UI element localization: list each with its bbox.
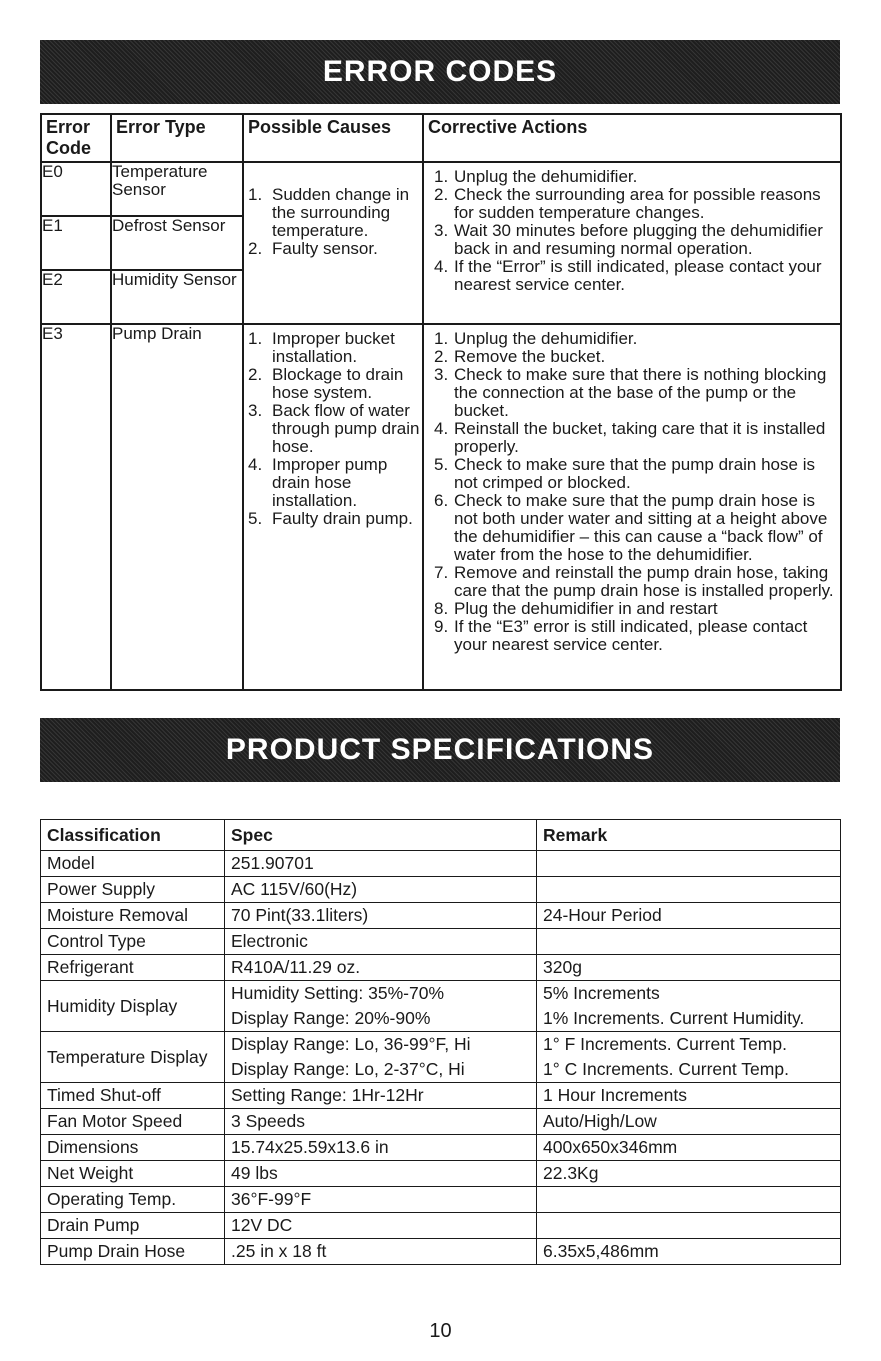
action-item-text: Remove the bucket. xyxy=(454,347,606,366)
actions-list xyxy=(424,168,840,294)
spec-value-line: .25 in x 18 ft xyxy=(231,1241,327,1261)
action-item xyxy=(424,618,840,654)
spec-remark-line: 5% Increments xyxy=(543,983,660,1003)
action-item-text: Unplug the dehumidifier. xyxy=(454,329,638,348)
action-item-text: If the “E3” error is still indicated, please contact your nearest service center. xyxy=(454,617,808,654)
spec-value xyxy=(225,981,537,1032)
cause-item xyxy=(244,456,422,510)
action-item-number: 1. xyxy=(434,329,449,348)
spec-classification xyxy=(41,1239,225,1265)
product-specifications-banner xyxy=(40,718,840,782)
action-item xyxy=(424,366,840,420)
spec-value-line: 3 Speeds xyxy=(231,1111,305,1131)
spec-value-line: 15.74x25.59x13.6 in xyxy=(231,1137,389,1157)
specifications-table xyxy=(40,819,841,1265)
spec-classification-line: Timed Shut-off xyxy=(47,1085,161,1105)
action-item-number: 6. xyxy=(434,491,449,510)
spec-classification xyxy=(41,903,225,929)
cause-item-text: Faulty drain pump. xyxy=(272,509,413,528)
spec-classification xyxy=(41,1213,225,1239)
header-spec: Spec xyxy=(225,820,537,851)
spec-remark-line: 24-Hour Period xyxy=(543,905,662,925)
spec-classification xyxy=(41,981,225,1032)
header-error-type: Error Type xyxy=(111,114,243,162)
spec-classification-line: Refrigerant xyxy=(47,957,134,977)
spec-row xyxy=(41,929,841,955)
error-code: E1 xyxy=(41,216,111,270)
error-table-header-row xyxy=(41,114,841,162)
spec-value-line: 36°F-99°F xyxy=(231,1189,312,1209)
spec-value-line: AC 115V/60(Hz) xyxy=(231,879,358,899)
cause-item-text: Sudden change in the surrounding temperature. xyxy=(272,185,410,240)
spec-classification-line: Moisture Removal xyxy=(47,905,189,925)
cause-item-text: Blockage to drain hose system. xyxy=(272,365,404,402)
spec-classification-line: Net Weight xyxy=(47,1163,134,1183)
spec-value-line: Electronic xyxy=(231,931,308,951)
spec-remark xyxy=(537,1032,841,1083)
action-item-text: Check the surrounding area for possible reasons for sudden temperature changes. xyxy=(454,185,821,222)
error-codes-banner xyxy=(40,40,840,104)
action-item-number: 2. xyxy=(434,347,449,366)
error-code: E0 xyxy=(41,162,111,216)
spec-classification-line: Humidity Display xyxy=(47,995,178,1016)
spec-classification xyxy=(41,955,225,981)
action-item xyxy=(424,258,840,294)
action-item-number: 3. xyxy=(434,221,449,240)
action-item xyxy=(424,330,840,348)
spec-remark-line: 1° F Increments. Current Temp. xyxy=(543,1034,787,1054)
cause-item-number: 3. xyxy=(248,401,263,420)
action-item-text: Check to make sure that the pump drain hose is not crimped or blocked. xyxy=(454,455,815,492)
action-item xyxy=(424,348,840,366)
action-item-text: Wait 30 minutes before plugging the dehumidifier back in and resuming normal operation. xyxy=(454,221,823,258)
spec-classification xyxy=(41,1135,225,1161)
action-item-number: 5. xyxy=(434,455,449,474)
spec-value xyxy=(225,1032,537,1083)
spec-value xyxy=(225,1161,537,1187)
action-item-text: Plug the dehumidifier in and restart xyxy=(454,599,718,618)
spec-row xyxy=(41,1135,841,1161)
spec-classification xyxy=(41,851,225,877)
cause-item-number: 2. xyxy=(248,365,263,384)
spec-remark xyxy=(537,981,841,1032)
spec-remark-line: 320g xyxy=(543,957,582,977)
spec-value-line-2: Display Range: Lo, 2-37°C, Hi xyxy=(231,1059,465,1079)
error-code: E2 xyxy=(41,270,111,324)
action-item-text: Reinstall the bucket, taking care that it is installed properly. xyxy=(454,419,826,456)
error-type: Temperature Sensor xyxy=(111,162,243,216)
cause-item xyxy=(244,510,422,528)
error-row-e3 xyxy=(41,324,841,690)
cause-item-number: 1. xyxy=(248,185,263,204)
header-corrective-actions: Corrective Actions xyxy=(423,114,841,162)
spec-remark xyxy=(537,929,841,955)
action-item-number: 2. xyxy=(434,185,449,204)
spec-classification-line: Control Type xyxy=(47,931,146,951)
spec-row xyxy=(41,1161,841,1187)
action-item xyxy=(424,564,840,600)
spec-row xyxy=(41,1213,841,1239)
action-item-number: 7. xyxy=(434,563,449,582)
action-item-number: 3. xyxy=(434,365,449,384)
spec-value xyxy=(225,903,537,929)
spec-classification xyxy=(41,1109,225,1135)
cause-item xyxy=(244,366,422,402)
spec-row xyxy=(41,1239,841,1265)
spec-value xyxy=(225,1135,537,1161)
action-item xyxy=(424,456,840,492)
spec-value-line: 49 lbs xyxy=(231,1163,278,1183)
spec-classification-line: Dimensions xyxy=(47,1137,139,1157)
spec-value xyxy=(225,1213,537,1239)
spec-remark xyxy=(537,877,841,903)
spec-value-line: Setting Range: 1Hr-12Hr xyxy=(231,1085,424,1105)
spec-value-line: Display Range: Lo, 36-99°F, Hi xyxy=(231,1034,471,1054)
cause-item xyxy=(244,186,422,240)
spec-classification xyxy=(41,929,225,955)
error-row-e0 xyxy=(41,162,841,216)
spec-row xyxy=(41,1187,841,1213)
spec-value-line-2: Display Range: 20%-90% xyxy=(231,1008,431,1028)
action-item xyxy=(424,492,840,564)
spec-row xyxy=(41,955,841,981)
spec-row xyxy=(41,1032,841,1083)
product-specifications-title: PRODUCT SPECIFICATIONS xyxy=(225,733,655,766)
cause-item-text: Improper pump drain hose installation. xyxy=(272,455,388,510)
action-item-number: 1. xyxy=(434,167,449,186)
spec-remark-line: 400x650x346mm xyxy=(543,1137,678,1157)
spec-value-line: 70 Pint(33.1liters) xyxy=(231,905,369,925)
actions-cell-pump xyxy=(423,324,841,690)
action-item xyxy=(424,186,840,222)
action-item-text: Remove and reinstall the pump drain hose, taking care that the pump drain hose is installed properly. xyxy=(454,563,834,600)
spec-classification-line: Operating Temp. xyxy=(47,1189,177,1209)
spec-classification xyxy=(41,1161,225,1187)
cause-item-number: 2. xyxy=(248,239,263,258)
cause-item xyxy=(244,240,422,258)
cause-item xyxy=(244,402,422,456)
error-type: Defrost Sensor xyxy=(111,216,243,270)
spec-remark xyxy=(537,955,841,981)
spec-classification-line: Model xyxy=(47,853,95,873)
spec-classification xyxy=(41,1083,225,1109)
action-item-text: Check to make sure that the pump drain hose is not both under water and sitting at a height above the dehumidifier – this can cause a “back flow” of water from the hose to the dehumidifier. xyxy=(454,491,828,564)
cause-item-number: 1. xyxy=(248,329,263,348)
action-item-number: 4. xyxy=(434,257,449,276)
cause-item xyxy=(244,330,422,366)
spec-row xyxy=(41,1109,841,1135)
spec-remark-line-2: 1° C Increments. Current Temp. xyxy=(543,1059,789,1079)
cause-item-number: 5. xyxy=(248,509,263,528)
header-classification: Classification xyxy=(41,820,225,851)
spec-remark xyxy=(537,1109,841,1135)
action-item xyxy=(424,420,840,456)
spec-remark xyxy=(537,851,841,877)
action-item-number: 9. xyxy=(434,617,449,636)
cause-item-text: Improper bucket installation. xyxy=(272,329,395,366)
spec-value-line: 251.90701 xyxy=(231,853,314,873)
spec-remark xyxy=(537,1161,841,1187)
spec-value-line: 12V DC xyxy=(231,1215,293,1235)
spec-remark xyxy=(537,1239,841,1265)
action-item-number: 4. xyxy=(434,419,449,438)
page-number: 10 xyxy=(429,1320,452,1342)
spec-value-line: Humidity Setting: 35%-70% xyxy=(231,983,445,1003)
header-remark: Remark xyxy=(537,820,841,851)
cause-item-text: Faulty sensor. xyxy=(272,239,378,258)
spec-row xyxy=(41,851,841,877)
spec-classification-line: Fan Motor Speed xyxy=(47,1111,183,1131)
spec-remark xyxy=(537,1083,841,1109)
action-item xyxy=(424,222,840,258)
error-type: Pump Drain xyxy=(111,324,243,690)
spec-value xyxy=(225,877,537,903)
spec-value-line: R410A/11.29 oz. xyxy=(231,957,361,977)
causes-cell-pump xyxy=(243,324,423,690)
cause-item-text: Back flow of water through pump drain hose. xyxy=(272,401,420,456)
header-possible-causes: Possible Causes xyxy=(243,114,423,162)
causes-cell-sensors xyxy=(243,162,423,324)
spec-remark xyxy=(537,1213,841,1239)
causes-list xyxy=(244,186,422,258)
actions-list xyxy=(424,330,840,654)
action-item-number: 8. xyxy=(434,599,449,618)
error-code: E3 xyxy=(41,324,111,690)
spec-classification-line: Temperature Display xyxy=(47,1046,208,1067)
spec-row xyxy=(41,1083,841,1109)
spec-classification xyxy=(41,1187,225,1213)
spec-table-header-row xyxy=(41,820,841,851)
spec-table-body xyxy=(41,851,841,1265)
action-item-text: Unplug the dehumidifier. xyxy=(454,167,638,186)
cause-item-number: 4. xyxy=(248,455,263,474)
error-codes-title: ERROR CODES xyxy=(322,55,558,88)
error-type: Humidity Sensor xyxy=(111,270,243,324)
spec-remark-line: 1 Hour Increments xyxy=(543,1085,687,1105)
error-codes-table xyxy=(40,113,842,691)
spec-classification-line: Drain Pump xyxy=(47,1215,140,1235)
spec-row xyxy=(41,903,841,929)
spec-row xyxy=(41,981,841,1032)
action-item xyxy=(424,168,840,186)
spec-classification-line: Pump Drain Hose xyxy=(47,1241,186,1261)
spec-value xyxy=(225,1083,537,1109)
causes-list xyxy=(244,330,422,528)
spec-row xyxy=(41,877,841,903)
spec-classification-line: Power Supply xyxy=(47,879,155,899)
spec-value xyxy=(225,955,537,981)
spec-remark xyxy=(537,1135,841,1161)
spec-remark-line: 22.3Kg xyxy=(543,1163,599,1183)
action-item xyxy=(424,600,840,618)
spec-value xyxy=(225,929,537,955)
spec-remark xyxy=(537,1187,841,1213)
spec-classification xyxy=(41,1032,225,1083)
spec-remark-line: Auto/High/Low xyxy=(543,1111,657,1131)
spec-remark xyxy=(537,903,841,929)
actions-cell-sensors xyxy=(423,162,841,324)
header-error-code: Error Code xyxy=(41,114,111,162)
spec-remark-line-2: 1% Increments. Current Humidity. xyxy=(543,1008,805,1028)
action-item-text: If the “Error” is still indicated, please contact your nearest service center. xyxy=(454,257,822,294)
action-item-text: Check to make sure that there is nothing blocking the connection at the base of the pump or the bucket. xyxy=(454,365,827,420)
spec-remark-line: 6.35x5,486mm xyxy=(543,1241,659,1261)
spec-value xyxy=(225,851,537,877)
spec-classification xyxy=(41,877,225,903)
spec-value xyxy=(225,1239,537,1265)
spec-value xyxy=(225,1187,537,1213)
spec-value xyxy=(225,1109,537,1135)
